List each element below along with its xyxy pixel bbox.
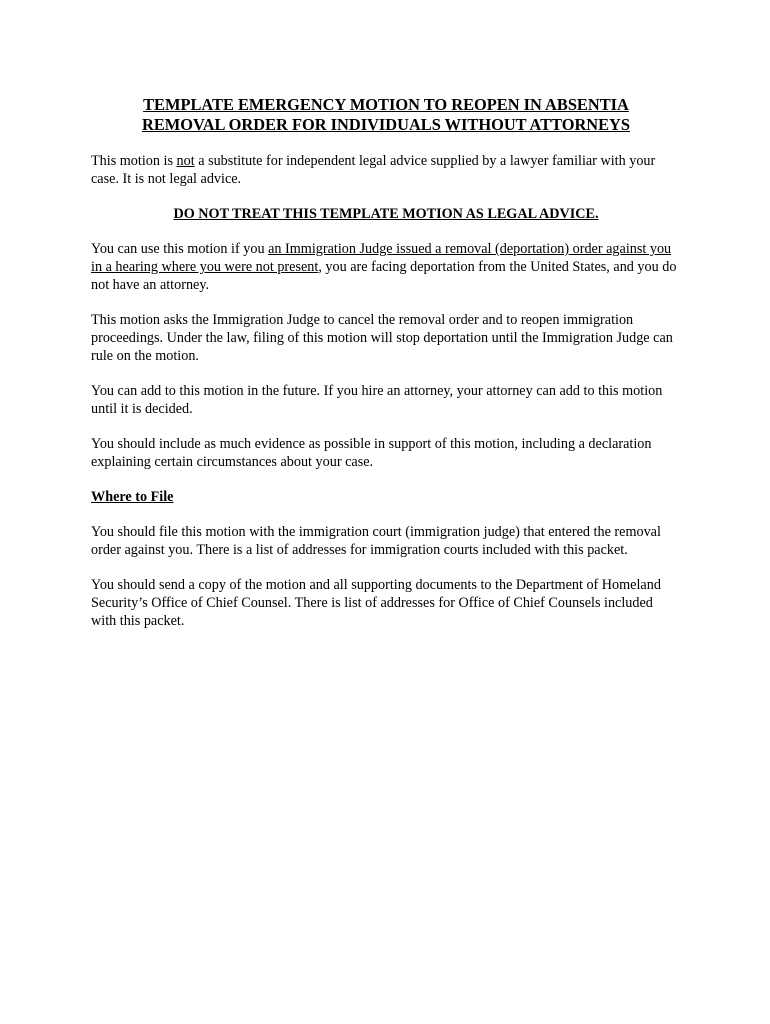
where-to-file-heading: Where to File xyxy=(91,489,174,505)
intro-text-2: a substitute for independent legal advice supplied by a lawyer familiar with your case. It is not legal advice. xyxy=(91,153,656,187)
file-with-court-paragraph: You should file this motion with the immigration court (immigration judge) that entered the removal order against you. There is a list of addresses for immigration courts included with this packet. xyxy=(91,524,661,558)
document-body xyxy=(91,95,681,647)
send-copy-paragraph: You should send a copy of the motion and all supporting documents to the Department of Homeland Security’s Office of Chief Counsel. There is list of addresses for Office of Chief Counsels included with this packet. xyxy=(91,577,661,629)
intro-paragraph xyxy=(91,152,681,188)
purpose-paragraph: This motion asks the Immigration Judge to cancel the removal order and to reopen immigration proceedings. Under the law, filing of this motion will stop deportation until the Immigration Judge can rule on the motion. xyxy=(91,312,673,364)
evidence-paragraph: You should include as much evidence as possible in support of this motion, including a declaration explaining certain circumstances about your case. xyxy=(91,436,652,470)
legal-advice-warning: DO NOT TREAT THIS TEMPLATE MOTION AS LEGAL ADVICE. xyxy=(173,206,599,222)
eligibility-text-2: , you are facing deportation from the United States, and you do not have an attorney. xyxy=(91,259,677,293)
title-line-1: TEMPLATE EMERGENCY MOTION TO REOPEN IN ABSENTIA xyxy=(143,95,629,114)
intro-emphasis: not xyxy=(176,153,195,169)
eligibility-text-1: You can use this motion if you xyxy=(91,241,269,257)
title-line-2: REMOVAL ORDER FOR INDIVIDUALS WITHOUT ATTORNEYS xyxy=(141,115,631,134)
additions-paragraph: You can add to this motion in the future. If you hire an attorney, your attorney can add to this motion until it is decided. xyxy=(91,383,663,417)
eligibility-condition: an Immigration Judge issued a removal (deportation) order against you in a hearing where you were not present xyxy=(91,241,672,275)
intro-text-1: This motion is xyxy=(91,153,177,169)
document-title xyxy=(91,95,681,135)
eligibility-paragraph xyxy=(91,240,681,294)
